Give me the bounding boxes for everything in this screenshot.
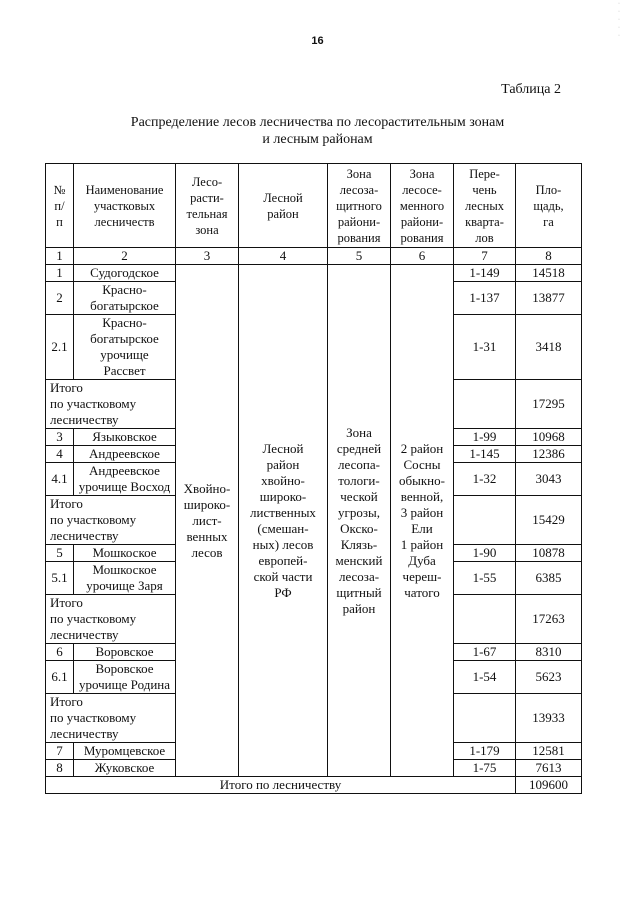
area: 17295 [516, 380, 582, 429]
col-number: 7 [454, 248, 516, 265]
row-number: 1 [46, 265, 74, 282]
col-number: 4 [239, 248, 328, 265]
merged-zone-cell: Хвойно- широко- лист- венных лесов [176, 265, 239, 777]
quarters: 1-137 [454, 282, 516, 315]
col-number: 2 [74, 248, 176, 265]
row-number: 6.1 [46, 661, 74, 694]
forestry-name: Мошкоское [74, 545, 176, 562]
title-line-2: и лесным районам [262, 132, 373, 147]
quarters: 1-99 [454, 429, 516, 446]
grand-total-area: 109600 [516, 777, 582, 794]
title-line-1: Распределение лесов лесничества по лесорастительным зонам [130, 115, 505, 130]
forestry-name: Воровское урочище Родина [74, 661, 176, 694]
area: 17263 [516, 595, 582, 644]
header-row [46, 164, 582, 248]
header-quarters: Пере- чень лесных кварта- лов [454, 164, 516, 248]
header-region: Лесной район [239, 164, 328, 248]
quarters: 1-67 [454, 644, 516, 661]
area: 14518 [516, 265, 582, 282]
col-number: 6 [391, 248, 454, 265]
row-number: 6 [46, 644, 74, 661]
header-seed-zone: Зона лесосе- менного райони- рования [391, 164, 454, 248]
forest-distribution-table [45, 163, 582, 794]
subtotal-label: Итого по участковому лесничеству [46, 694, 176, 743]
area: 13933 [516, 694, 582, 743]
area: 12581 [516, 743, 582, 760]
area: 10968 [516, 429, 582, 446]
quarters: 1-145 [454, 446, 516, 463]
area: 7613 [516, 760, 582, 777]
header-zone: Лесо- расти- тельная зона [176, 164, 239, 248]
header-num: № п/ п [46, 164, 74, 248]
forestry-name: Красно- богатырское урочище Рассвет [74, 315, 176, 380]
column-number-row [46, 248, 582, 265]
table-row [46, 265, 582, 282]
merged-protection-cell: Зона средней лесопа- тологи- ческой угрозы, Окско- Клязь- менский лесоза- щитный район [328, 265, 391, 777]
row-number: 7 [46, 743, 74, 760]
forestry-name: Жуковское [74, 760, 176, 777]
page-number: 16 [311, 35, 324, 47]
area: 13877 [516, 282, 582, 315]
merged-seed-cell: 2 район Сосны обыкно- венной, 3 район Ели 1 район Дуба череш- чатого [391, 265, 454, 777]
quarters: 1-179 [454, 743, 516, 760]
header-name: Наименование участковых лесничеств [74, 164, 176, 248]
forestry-name: Андреевское урочище Восход [74, 463, 176, 496]
forestry-name: Судогодское [74, 265, 176, 282]
col-number: 8 [516, 248, 582, 265]
row-number: 2 [46, 282, 74, 315]
quarters: 1-90 [454, 545, 516, 562]
col-number: 1 [46, 248, 74, 265]
col-number: 3 [176, 248, 239, 265]
subtotal-label: Итого по участковому лесничеству [46, 595, 176, 644]
row-number: 5.1 [46, 562, 74, 595]
area: 5623 [516, 661, 582, 694]
area: 15429 [516, 496, 582, 545]
area: 10878 [516, 545, 582, 562]
forestry-name: Языковское [74, 429, 176, 446]
area: 8310 [516, 644, 582, 661]
area: 12386 [516, 446, 582, 463]
subtotal-label: Итого по участковому лесничеству [46, 496, 176, 545]
quarters: 1-55 [454, 562, 516, 595]
scan-margin-marks: · · · · · [618, 1, 620, 39]
area: 6385 [516, 562, 582, 595]
row-number: 8 [46, 760, 74, 777]
grand-total-row [46, 777, 582, 794]
table-label: Таблица 2 [501, 82, 561, 97]
row-number: 4.1 [46, 463, 74, 496]
area: 3043 [516, 463, 582, 496]
quarters: 1-31 [454, 315, 516, 380]
col-number: 5 [328, 248, 391, 265]
quarters: 1-149 [454, 265, 516, 282]
header-protection-zone: Зона лесоза- щитного райони- рования [328, 164, 391, 248]
merged-region-cell: Лесной район хвойно- широко- лиственных (смешан- ных) лесов европей- ской части РФ [239, 265, 328, 777]
table-title [0, 114, 635, 148]
forestry-name: Красно- богатырское [74, 282, 176, 315]
subtotal-label: Итого по участковому лесничеству [46, 380, 176, 429]
quarters: 1-54 [454, 661, 516, 694]
forestry-name: Муромцевское [74, 743, 176, 760]
quarters: 1-75 [454, 760, 516, 777]
quarters [454, 380, 516, 429]
quarters [454, 595, 516, 644]
row-number: 2.1 [46, 315, 74, 380]
area: 3418 [516, 315, 582, 380]
row-number: 4 [46, 446, 74, 463]
header-area: Пло- щадь, га [516, 164, 582, 248]
quarters: 1-32 [454, 463, 516, 496]
row-number: 3 [46, 429, 74, 446]
row-number: 5 [46, 545, 74, 562]
forestry-name: Мошкоское урочище Заря [74, 562, 176, 595]
grand-total-label: Итого по лесничеству [46, 777, 516, 794]
quarters [454, 496, 516, 545]
quarters [454, 694, 516, 743]
forestry-name: Андреевское [74, 446, 176, 463]
forestry-name: Воровское [74, 644, 176, 661]
